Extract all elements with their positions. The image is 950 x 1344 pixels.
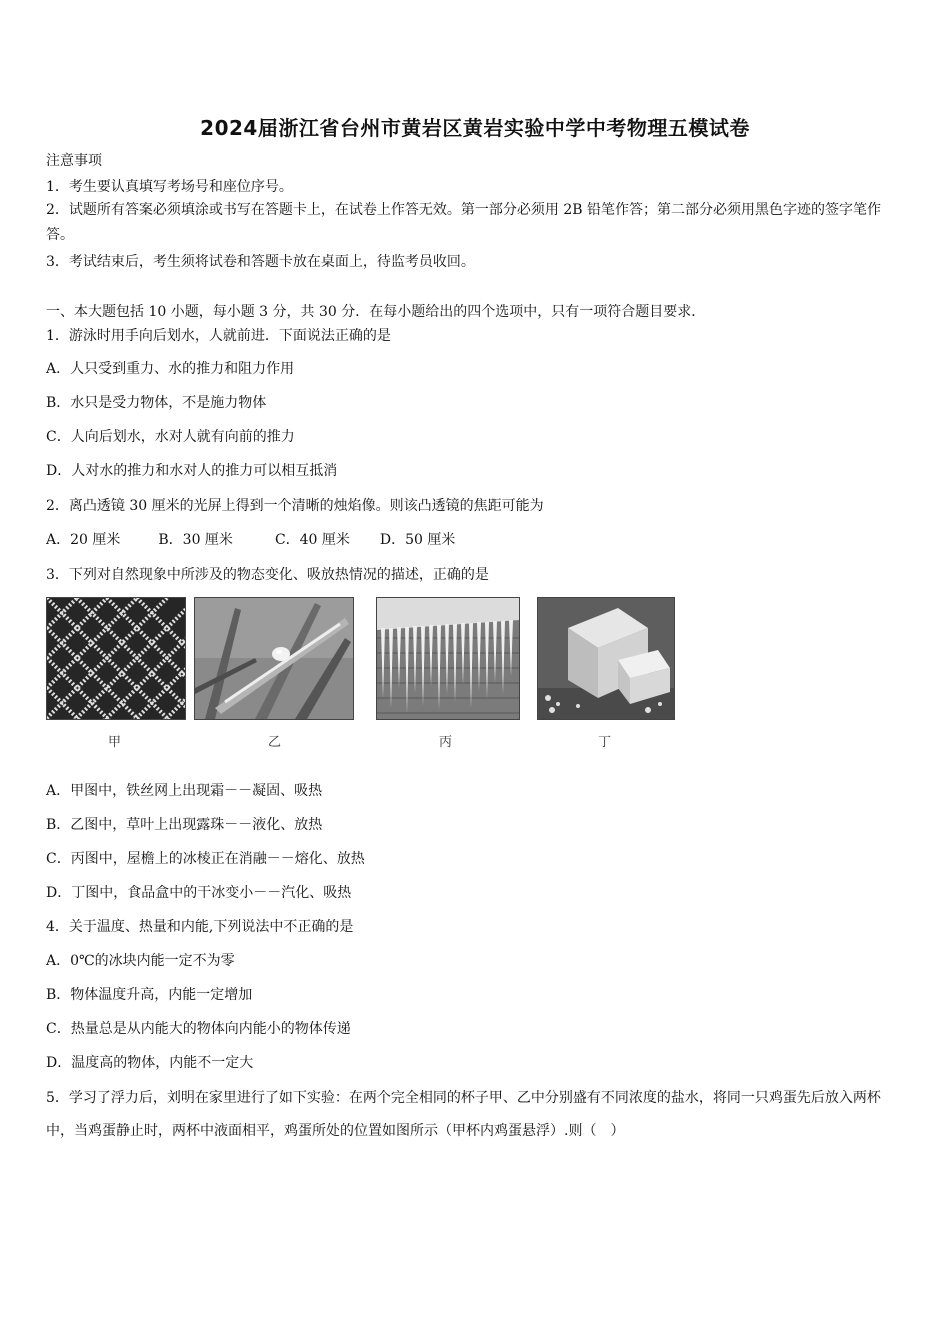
q2-options: [46, 531, 455, 549]
q3-option-c: C．丙图中，屋檐上的冰棱正在消融－－熔化、放热: [46, 851, 365, 867]
caption-ding: 丁: [598, 735, 612, 750]
q3-option-d: D．丁图中，食品盒中的干冰变小－－汽化、吸热: [46, 885, 352, 901]
photo-dew-grass: [194, 597, 354, 720]
q2-option-a: A．20 厘米: [46, 532, 121, 548]
q4-option-a: A．0℃的冰块内能一定不为零: [46, 953, 235, 969]
caption-jia: 甲: [108, 735, 122, 750]
q5-stem: 5．学习了浮力后，刘明在家里进行了如下实验：在两个完全相同的杯子甲、乙中分别盛有不同浓度的盐水，将同一只鸡蛋先后放入两杯中，当鸡蛋静止时，两杯中液面相平，鸡蛋所处的位置如图所示（甲杯内鸡蛋悬浮）.则（ ）: [46, 1090, 881, 1139]
q1-option-b: B．水只是受力物体，不是施力物体: [46, 395, 267, 411]
page-title: 2024届浙江省台州市黄岩区黄岩实验中学中考物理五模试卷: [200, 116, 750, 140]
notice-heading: 注意事项: [46, 153, 102, 169]
q4-option-d: D．温度高的物体，内能不一定大: [46, 1055, 254, 1071]
photo-dry-ice: [537, 597, 675, 720]
q4-stem: 4．关于温度、热量和内能,下列说法中不正确的是: [46, 919, 354, 935]
q2-option-d: D．50 厘米: [379, 532, 456, 548]
photo-frost-wire-mesh: [46, 597, 186, 720]
photo-icicles-eaves: [376, 597, 520, 720]
caption-bing: 丙: [439, 735, 453, 750]
section-heading: 一、本大题包括 10 小题，每小题 3 分，共 30 分．在每小题给出的四个选项中，只有一项符合题目要求．: [46, 304, 706, 320]
q4-option-c: C．热量总是从内能大的物体向内能小的物体传递: [46, 1021, 351, 1037]
q2-option-c: C．40 厘米: [274, 532, 350, 548]
q4-option-b: B．物体温度升高，内能一定增加: [46, 987, 253, 1003]
caption-yi: 乙: [268, 735, 282, 750]
q2-stem: 2．离凸透镜 30 厘米的光屏上得到一个清晰的烛焰像。则该凸透镜的焦距可能为: [46, 498, 544, 514]
q2-option-b: B．30 厘米: [158, 532, 233, 548]
q1-option-c: C．人向后划水，水对人就有向前的推力: [46, 429, 295, 445]
q1-option-d: D．人对水的推力和水对人的推力可以相互抵消: [46, 463, 338, 479]
q3-option-a: A．甲图中，铁丝网上出现霜－－凝固、吸热: [46, 783, 323, 799]
q3-stem: 3．下列对自然现象中所涉及的物态变化、吸放热情况的描述，正确的是: [46, 567, 489, 583]
notice-item-2: 2．试题所有答案必须填涂或书写在答题卡上，在试卷上作答无效。第一部分必须用 2B 铅笔作答；第二部分必须用黑色字迹的签字笔作答。: [46, 202, 881, 243]
q1-stem: 1．游泳时用手向后划水，人就前进．下面说法正确的是: [46, 328, 391, 344]
q1-option-a: A．人只受到重力、水的推力和阻力作用: [46, 361, 295, 377]
notice-item-3: 3．考试结束后，考生须将试卷和答题卡放在桌面上，待监考员收回。: [46, 254, 475, 270]
q3-option-b: B．乙图中，草叶上出现露珠－－液化、放热: [46, 817, 323, 833]
notice-item-1: 1．考生要认真填写考场号和座位序号。: [46, 179, 293, 195]
